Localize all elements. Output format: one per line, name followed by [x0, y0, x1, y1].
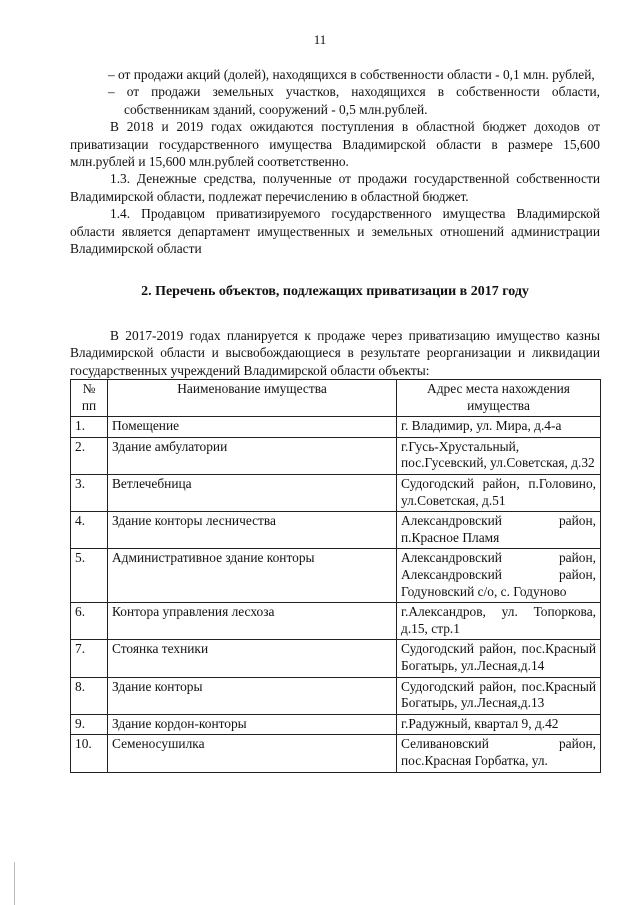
table-row — [71, 640, 601, 677]
row-num: 3. — [71, 475, 108, 512]
row-name: Семеносушилка — [108, 735, 397, 772]
table-row — [71, 417, 601, 438]
row-num: 2. — [71, 437, 108, 474]
bullet-land: – от продажи земельных участков, находящихся в собственности области, собственникам зданий, сооружений - 0,5 млн.рублей. — [108, 84, 600, 117]
row-address: Судогодский район, п.Головино, ул.Советская, д.51 — [397, 475, 601, 512]
row-num: 4. — [71, 512, 108, 549]
row-address: Александровский район, п.Красное Пламя — [397, 512, 601, 549]
row-name: Помещение — [108, 417, 397, 438]
header-name: Наименование имущества — [108, 380, 397, 417]
row-address: Александровский район, Александровский район, Годуновский с/о, с. Годуново — [397, 549, 601, 603]
section-intro: В 2017-2019 годах планируется к продаже через приватизацию имущество казны Владимирской области и высвобождающиеся в результате реорганизации и ликвидации государственных учреждений Владимирской области объекты: — [70, 327, 600, 378]
row-address: г.Александров, ул. Топоркова, д.15, стр.1 — [397, 603, 601, 640]
row-name: Контора управления лесхоза — [108, 603, 397, 640]
row-address: г. Владимир, ул. Мира, д.4-а — [397, 417, 601, 438]
row-num: 10. — [71, 735, 108, 772]
row-num: 5. — [71, 549, 108, 603]
table-header-row — [71, 380, 601, 417]
table-row — [71, 735, 601, 772]
row-num: 1. — [71, 417, 108, 438]
section-title: 2. Перечень объектов, подлежащих приватизации в 2017 году — [141, 284, 529, 300]
paragraph-2018-2019: В 2018 и 2019 годах ожидаются поступления в областной бюджет доходов от приватизации государственного имущества Владимирской области в размере 15,600 млн.рублей и 15,600 млн.рублей соответственно. — [70, 119, 600, 170]
table-row — [71, 677, 601, 714]
table-row — [71, 512, 601, 549]
header-address: Адрес места нахождения имущества — [397, 380, 601, 417]
scan-margin-line — [14, 862, 15, 905]
row-name: Здание конторы — [108, 677, 397, 714]
property-table — [70, 379, 601, 772]
row-name: Здание кордон-конторы — [108, 714, 397, 735]
table-row — [71, 603, 601, 640]
row-num: 9. — [71, 714, 108, 735]
table-row — [71, 437, 601, 474]
row-num: 6. — [71, 603, 108, 640]
row-num: 7. — [71, 640, 108, 677]
table-row — [71, 475, 601, 512]
row-name: Здание конторы лесничества — [108, 512, 397, 549]
row-name: Здание амбулатории — [108, 437, 397, 474]
row-name: Стоянка техники — [108, 640, 397, 677]
paragraph-1-3: 1.3. Денежные средства, полученные от продажи государственной собственности Владимирской области, подлежат перечислению в областной бюджет. — [70, 171, 600, 204]
row-address: г.Радужный, квартал 9, д.42 — [397, 714, 601, 735]
row-name: Административное здание конторы — [108, 549, 397, 603]
row-address: Судогодский район, пос.Красный Богатырь, ул.Лесная,д.13 — [397, 677, 601, 714]
row-address: Судогодский район, пос.Красный Богатырь, ул.Лесная,д.14 — [397, 640, 601, 677]
row-num: 8. — [71, 677, 108, 714]
page-number: 11 — [313, 32, 327, 47]
bullet-shares: – от продажи акций (долей), находящихся в собственности области - 0,1 млн. рублей, — [108, 67, 595, 82]
row-name: Ветлечебница — [108, 475, 397, 512]
document-body — [70, 66, 600, 773]
table-row — [71, 714, 601, 735]
paragraph-1-4: 1.4. Продавцом приватизируемого государственного имущества Владимирской области является департамент имущественных и земельных отношений администрации Владимирской области — [70, 206, 600, 257]
table-row — [71, 549, 601, 603]
row-address: Селивановский район, пос.Красная Горбатка, ул. — [397, 735, 601, 772]
header-num: № пп — [71, 380, 108, 417]
row-address: г.Гусь-Хрустальный, пос.Гусевский, ул.Советская, д.32 — [397, 437, 601, 474]
